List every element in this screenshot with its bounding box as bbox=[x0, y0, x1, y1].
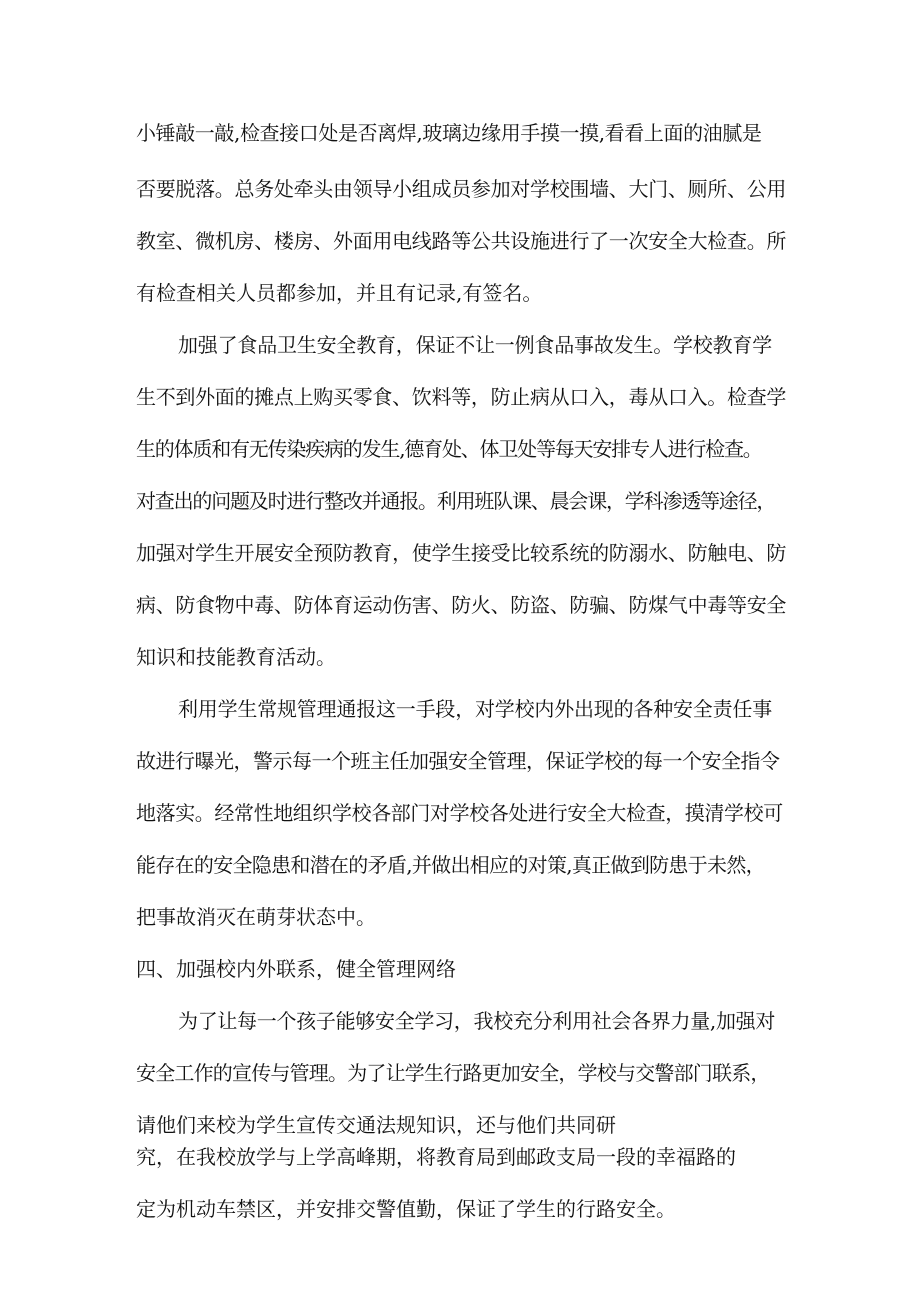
paragraph-line: 有检查相关人员都参加，并且有记录,有签名。 bbox=[136, 281, 543, 305]
paragraph-line: 加强了食品卫生安全教育，保证不让一例食品事故发生。学校教育学 bbox=[178, 333, 772, 357]
paragraph-line: 加强对学生开展安全预防教育，使学生接受比较系统的防溺水、防触电、防 bbox=[136, 541, 787, 565]
paragraph-line: 定为机动车禁区，并安排交警值勤，保证了学生的行路安全。 bbox=[136, 1197, 676, 1221]
paragraph-line: 故进行曝光，警示每一个班主任加强安全管理，保证学校的每一个安全指令 bbox=[136, 749, 780, 773]
paragraph-line: 教室、微机房、楼房、外面用电线路等公共设施进行了一次安全大检查。所 bbox=[136, 229, 787, 253]
paragraph-line: 知识和技能教育活动。 bbox=[136, 645, 336, 669]
paragraph-line: 能存在的安全隐患和潜在的矛盾,并做出相应的对策,真正做到防患于未然， bbox=[136, 853, 765, 877]
paragraph-line: 生不到外面的摊点上购买零食、饮料等，防止病从口入，毒从口入。检查学 bbox=[136, 385, 787, 409]
paragraph-line: 否要脱落。总务处牵头由领导小组成员参加对学校围墙、大门、厕所、公用 bbox=[136, 177, 787, 201]
paragraph-line: 病、防食物中毒、防体育运动伤害、防火、防盗、防骗、防煤气中毒等安全 bbox=[136, 593, 787, 617]
paragraph-line: 利用学生常规管理通报这一手段，对学校内外出现的各种安全责任事 bbox=[178, 697, 772, 721]
section-heading: 四、加强校内外联系，健全管理网络 bbox=[136, 957, 456, 981]
paragraph-line: 地落实。经常性地组织学校各部门对学校各处进行安全大检查，摸清学校可 bbox=[136, 801, 783, 825]
paragraph-line: 究，在我校放学与上学高峰期，将教育局到邮政支局一段的幸福路的 bbox=[136, 1145, 736, 1169]
paragraph-line: 请他们来校为学生宣传交通法规知识，还与他们共同研 bbox=[136, 1113, 616, 1137]
paragraph-line: 把事故消灭在萌芽状态中。 bbox=[136, 905, 376, 929]
paragraph-line: 生的体质和有无传染疾病的发生,德育处、体卫处等每天安排专人进行检查。 bbox=[136, 437, 762, 461]
paragraph-line: 为了让每一个孩子能够安全学习，我校充分利用社会各界力量,加强对 bbox=[178, 1009, 776, 1033]
paragraph-line: 小锤敲一敲,检查接口处是否离焊,玻璃边缘用手摸一摸,看看上面的油腻是 bbox=[136, 121, 762, 145]
paragraph-line: 安全工作的宣传与管理。为了让学生行路更加安全，学校与交警部门联系， bbox=[136, 1061, 770, 1085]
paragraph-line: 对查出的问题及时进行整改并通报。利用班队课、晨会课，学科渗透等途径， bbox=[136, 489, 776, 513]
